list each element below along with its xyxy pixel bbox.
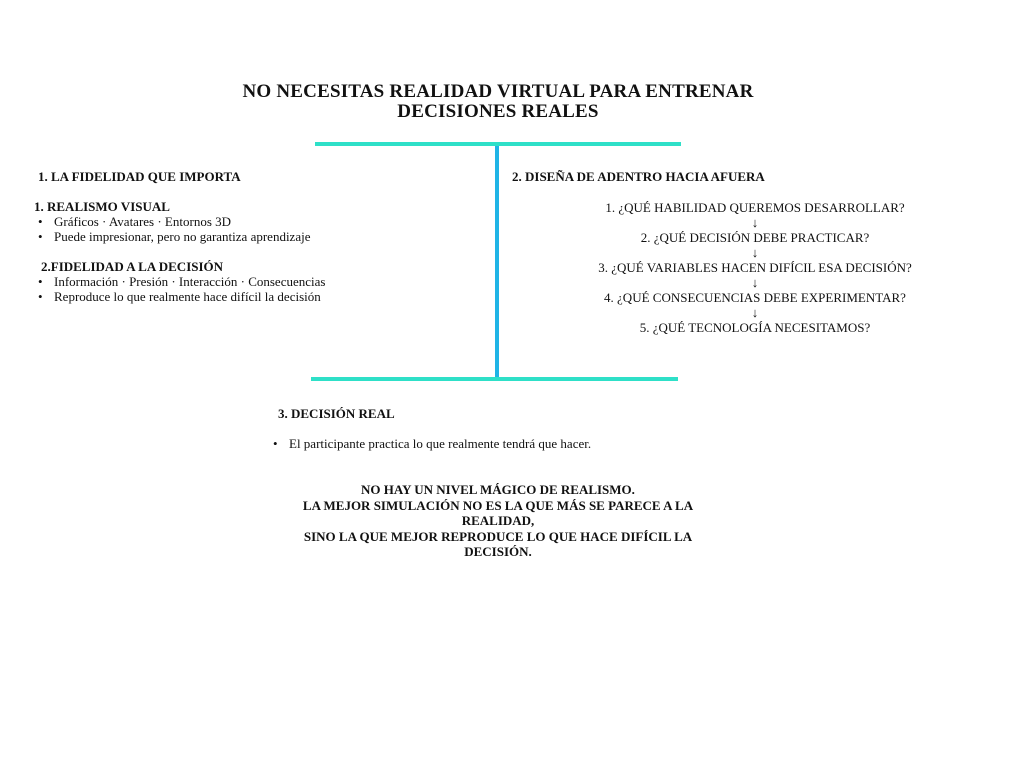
fidelidad-decision-heading: 2.FIDELIDAD A LA DECISIÓN [41, 259, 224, 274]
arrow-down-icon: ↓ [751, 275, 759, 290]
design-step-1: 1. ¿QUÉ HABILIDAD QUEREMOS DESARROLLAR? [605, 200, 905, 215]
closing-line-2: LA MEJOR SIMULACIÓN NO ES LA QUE MÁS SE PARECE A LA REALIDAD, [302, 497, 694, 528]
fidelidad-decision-list [34, 274, 325, 304]
section3-heading: 3. DECISIÓN REAL [278, 406, 395, 421]
realismo-visual-heading: 1. REALISMO VISUAL [34, 199, 170, 214]
closing-line-3: SINO LA QUE MEJOR REPRODUCE LO QUE HACE DIFÍCIL LA DECISIÓN. [303, 528, 693, 559]
realismo-visual-list [34, 214, 310, 244]
title-line-2: DECISIONES REALES [397, 101, 599, 122]
closing-line-1: NO HAY UN NIVEL MÁGICO DE REALISMO. [361, 482, 635, 497]
bottom-divider-line [311, 377, 678, 381]
title-line-1: NO NECESITAS REALIDAD VIRTUAL PARA ENTRENAR [242, 81, 754, 102]
list-item: • Información · Presión · Interacción · Consecuencias [34, 274, 325, 289]
list-item: • El participante practica lo que realmente tendrá que hacer. [269, 436, 591, 451]
list-item: • Gráficos · Avatares · Entornos 3D [34, 214, 310, 229]
closing-statement [290, 482, 706, 560]
vertical-divider-line [495, 146, 499, 379]
design-step-4: 4. ¿QUÉ CONSECUENCIAS DEBE EXPERIMENTAR? [604, 290, 906, 305]
section2-heading: 2. DISEÑA DE ADENTRO HACIA AFUERA [512, 169, 765, 184]
arrow-down-icon: ↓ [751, 215, 759, 230]
decision-real-list [269, 436, 591, 451]
section1-heading: 1. LA FIDELIDAD QUE IMPORTA [38, 169, 241, 184]
list-item: • Puede impresionar, pero no garantiza aprendizaje [34, 229, 310, 244]
design-steps-list [560, 200, 950, 335]
page-title [198, 82, 798, 122]
design-step-5: 5. ¿QUÉ TECNOLOGÍA NECESITAMOS? [639, 320, 871, 335]
list-item: • Reproduce lo que realmente hace difícil la decisión [34, 289, 325, 304]
arrow-down-icon: ↓ [751, 245, 759, 260]
design-step-3: 3. ¿QUÉ VARIABLES HACEN DIFÍCIL ESA DECISIÓN? [598, 260, 912, 275]
design-step-2: 2. ¿QUÉ DECISIÓN DEBE PRACTICAR? [640, 230, 870, 245]
arrow-down-icon: ↓ [751, 305, 759, 320]
